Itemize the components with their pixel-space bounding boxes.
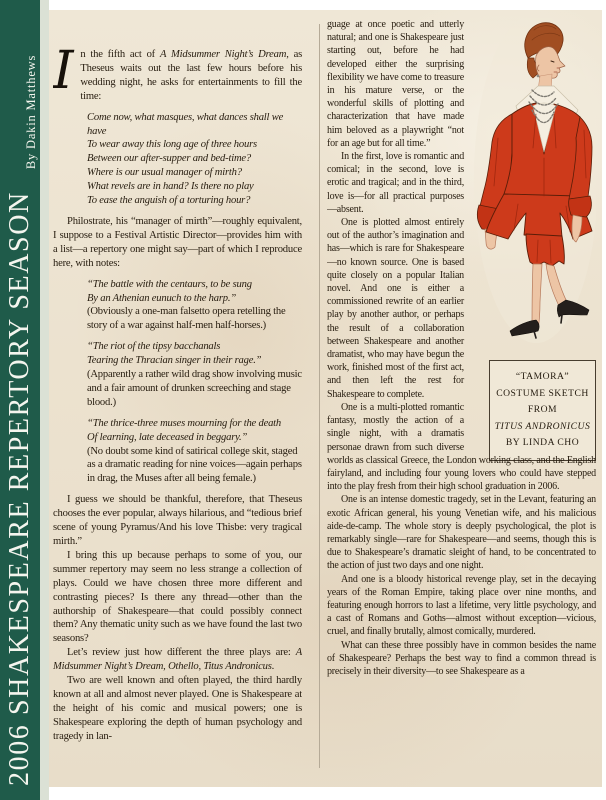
quote-annotation: (Obviously a one-man falsetto opera retelling the story of a war against half-men half-horses.): [87, 306, 286, 332]
caption-line: FROM: [527, 404, 558, 415]
caption-line: BY LINDA CHO: [505, 437, 580, 448]
text-run: Philostrate, his “manager of mirth”—roughly equivalent, I suppose to a Festival Artistic Director—provides him with a list—a repertory one might say—part of which I reproduce here, with notes:: [53, 215, 302, 269]
quote-annotation: (Apparently a rather wild drag show involving music and a fair amount of drunken screeching and stage blood.): [87, 369, 302, 408]
text-run: I guess we should be thankful, therefore, that Theseus chooses the ever popular, always hilarious, and “tedious brief scene of young Pyramus/And his love Thisbe: very tragical mirth.”: [53, 494, 302, 547]
text-run: , as Theseus waits out the last few hours before his wedding night, he asks for entertainments to fill the time:: [80, 49, 302, 102]
verse-line: What revels are in hand? Is there no play: [87, 181, 254, 193]
article-paper: [49, 10, 602, 787]
verse-line: Where is our usual manager of mirth?: [87, 167, 242, 179]
text-run: And one is a bloody historical revenge play, set in the decaying years of the Roman Empire, taking place over nine months, and featuring enough horrors to last a lifetime, very little psychology, and a cast of Romans and Goths—almost without exception—vicious, cruel, and finally brutally, almost comically, murdered.: [327, 573, 596, 638]
quote-annotation: (No doubt some kind of satirical college skit, staged as a dramatic reading for nine voices—again perhaps in drag, the Muses after all being female.): [87, 445, 302, 485]
paragraph: [53, 549, 302, 646]
paragraph: [53, 646, 302, 674]
drop-cap: I: [53, 48, 74, 101]
opening-paragraph: [53, 48, 302, 104]
paragraph: [327, 573, 596, 639]
right-column: [327, 18, 596, 788]
season-spine-bar: [0, 0, 40, 800]
verse-line: By an Athenian eunuch to the harp.”: [87, 292, 237, 304]
front-heel: [561, 315, 562, 323]
text-run: n the fifth act of: [80, 49, 160, 60]
skirt: [526, 234, 564, 266]
verse-line: “The battle with the centaurs, to be sung: [87, 278, 252, 290]
verse-line: To wear away this long age of three hours: [87, 139, 257, 151]
text-run: One is plotted almost entirely out of the author’s imagination and has—which is rare for Shakespeare—no known source. One is based quite closely on a popular Italian novel. And one is either a commissioned rewrite of an earlier play by another author, or perhaps the result of a collaboration between Shakespeare and another dramatist, who may have begun the work, finished most of the first act, and then left the rest for Shakespeare to complete.: [327, 217, 464, 400]
spine-rotated-text: [0, 0, 40, 800]
season-byline: By Dakin Matthews: [24, 54, 38, 170]
text-run: .: [271, 661, 275, 673]
repertory-quote: [87, 340, 302, 410]
paragraph: [327, 493, 596, 572]
costume-figure: [470, 18, 596, 446]
text-run: One is an intense domestic tragedy, set in the Levant, featuring an exotic African general, his young Venetian wife, and his malicious aide-de-camp. The whole story is deeply psychological, the plot is remarkably single—rare for Shakespeare—and seems, though this is due to Shakespeare’s dramatic sleight of hand, to be concentrated to the action of just two days and one night.: [327, 494, 596, 572]
text-run: I bring this up because perhaps to some of you, our summer repertory may seem no less strange a collection of plays. Could we have chosen three more different and contrasting pieces? Is there any thread—other than the authorship of Shakespeare—that could possibly connect them? Any thematic unity such as we have found the last two seasons?: [53, 549, 302, 645]
caption-line: COSTUME SKETCH: [496, 387, 589, 399]
paragraph: [327, 639, 596, 679]
repertory-quote: [87, 278, 302, 334]
season-title: 2006 SHAKESPEARE REPERTORY SEASON: [4, 191, 35, 786]
verse-line: Between our after-supper and bed-time?: [87, 153, 252, 165]
text-run: One is a multi-plotted romantic fantasy, mostly the action of a single night, with a dramatis personae drawn from such diverse worlds as classical Greece, the London working class, and the English fairyland, and including four young lovers who could have stepped into the play fresh from their high school graduation in 2006.: [327, 401, 596, 493]
verse-line: To ease the anguish of a torturing hour?: [87, 195, 251, 207]
verse-line: “The thrice-three muses mourning for the death: [87, 417, 282, 429]
paragraph: [53, 493, 302, 549]
caption-line-play-title: TITUS ANDRONICUS: [494, 420, 591, 432]
verse-line: Come now, what masques, what dances shall we have: [87, 111, 284, 137]
spine-edge-strip: [40, 0, 49, 800]
text-run: What can these three possibly have in common besides the name of Shakespeare? Perhaps the best way to find a common thread is precisely in their diversity—to see Shakespeare as a: [327, 639, 596, 677]
repertory-quote: [87, 417, 302, 487]
text-run: Let’s review just how different the three plays are:: [67, 647, 296, 659]
text-run: A Midsummer Night’s Dream, Othello, Titus Andronicus: [53, 647, 302, 673]
right-cuff: [569, 196, 592, 217]
text-run: A Midsummer Night’s Dream: [159, 49, 287, 60]
earring: [537, 75, 540, 78]
costume-sketch-illustration: [470, 18, 596, 350]
verse-line: Of learning, late deceased in beggary.”: [87, 431, 248, 443]
left-column: [53, 48, 302, 784]
caption-line: “TAMORA”: [515, 371, 570, 382]
figure-caption: [489, 360, 596, 461]
verse-line: “The riot of the tipsy bacchanals: [87, 341, 221, 353]
paragraph: [53, 674, 302, 744]
verse-line: Tearing the Thracian singer in their rage.”: [87, 355, 262, 367]
paragraph: [53, 215, 302, 271]
text-run: In the first, love is romantic and comical; in the second, love is erotic and tragical; and in the third, love is—for all practical purposes—absent.: [327, 151, 464, 215]
text-run: Two are well known and often played, the third hardly known at all and almost never played. One is Shakespeare at the height of his comic and musical powers; one is Shakespeare exploring the depth of human psychology and tragedy in lan-: [53, 675, 302, 742]
text-run: guage at once poetic and utterly natural; and one is Shakespeare just starting out, before he had developed either the surprising flexibility we have come to treasure in his mature verse, or the wonderful skills of plotting and characterization that have made him beloved as a playwright “not for an age but for all time.”: [327, 19, 464, 149]
poem-quote: [87, 111, 302, 208]
column-divider: [319, 24, 320, 768]
